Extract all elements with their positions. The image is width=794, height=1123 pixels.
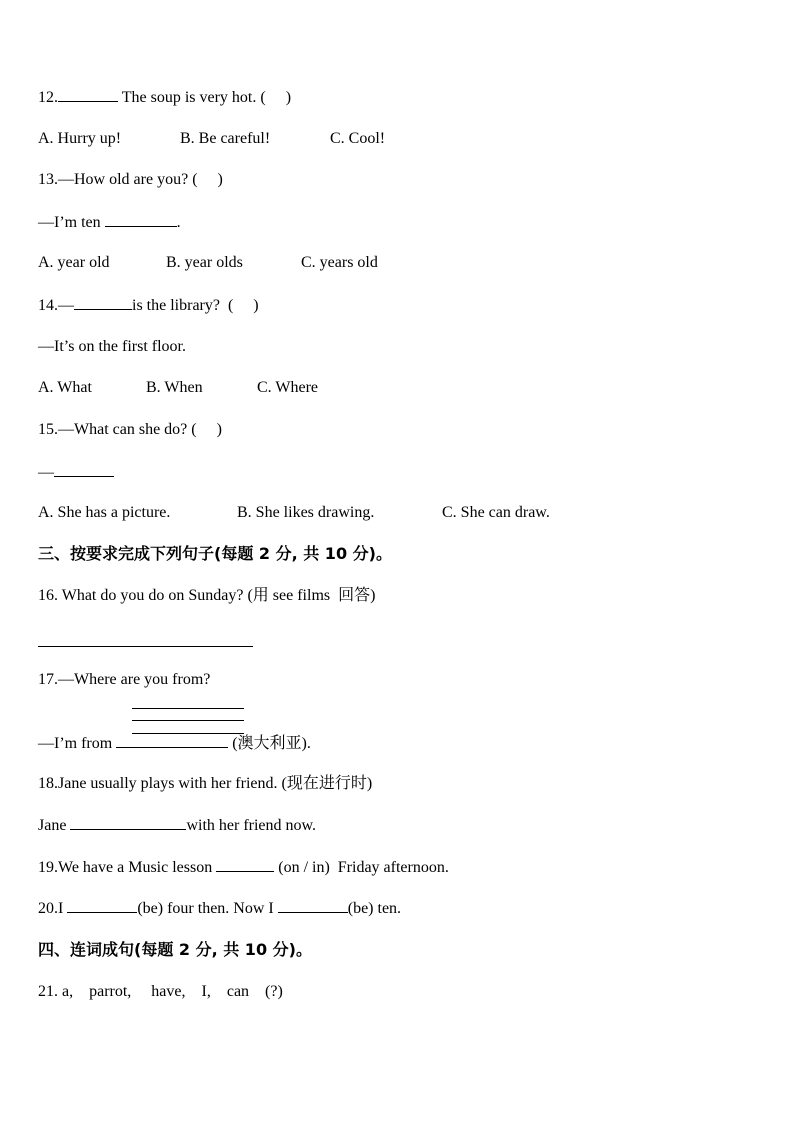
option-c: C. years old: [301, 254, 378, 271]
answer-blank[interactable]: [116, 733, 228, 748]
option-a: A. She has a picture.: [38, 504, 171, 521]
question-21: 21. a, parrot, have, I, can (?): [38, 983, 283, 1000]
question-number: 12.: [38, 89, 58, 106]
answer-line[interactable]: [38, 646, 253, 647]
option-b: B. Be careful!: [180, 130, 271, 147]
question-text: The soup is very hot. ( ): [118, 89, 292, 106]
question-19: 19.We have a Music lesson (on / in) Friday afternoon.: [38, 859, 449, 876]
question-14-reply: —It’s on the first floor.: [38, 338, 186, 355]
answer-blank[interactable]: [278, 898, 348, 913]
question-15-answer: —: [38, 462, 114, 483]
question-17: 17.—Where are you from?: [38, 671, 211, 688]
question-18-answer: Jane with her friend now.: [38, 817, 317, 834]
answer-line[interactable]: [132, 720, 244, 721]
option-b: B. When: [146, 379, 203, 396]
question-13: 13.—How old are you? ( ): [38, 171, 223, 188]
section-heading: 四、连词成句(每题 2 分, 共 10 分)。: [38, 940, 312, 959]
answer-blank[interactable]: [74, 295, 132, 310]
option-a: A. What: [38, 379, 92, 396]
question-15: 15.—What can she do? ( ): [38, 421, 222, 438]
option-c: C. Cool!: [330, 130, 386, 147]
option-b: B. She likes drawing.: [237, 504, 375, 521]
answer-blank[interactable]: [54, 462, 114, 477]
answer-blank[interactable]: [58, 87, 118, 102]
answer-line[interactable]: [132, 708, 244, 709]
option-b: B. year olds: [166, 254, 243, 271]
option-a: A. Hurry up!: [38, 130, 122, 147]
answer-blank[interactable]: [216, 857, 274, 872]
question-16: 16. What do you do on Sunday? (用 see films 回答): [38, 587, 376, 604]
option-c: C. She can draw.: [442, 504, 550, 521]
question-18: 18.Jane usually plays with her friend. (现在进行时): [38, 775, 373, 792]
question-13-answer: —I’m ten .: [38, 214, 181, 231]
answer-blank[interactable]: [70, 815, 186, 830]
question-14: 14.— is the library? ( ): [38, 297, 259, 314]
question-17-answer: —I’m from (澳大利亚).: [38, 735, 311, 752]
section-heading: 三、按要求完成下列句子(每题 2 分, 共 10 分)。: [38, 544, 392, 563]
option-a: A. year old: [38, 254, 110, 271]
answer-blank[interactable]: [105, 212, 177, 227]
question-20: 20.I (be) four then. Now I (be) ten.: [38, 900, 402, 917]
answer-blank[interactable]: [67, 898, 137, 913]
option-c: C. Where: [257, 379, 319, 396]
question-12: [38, 87, 291, 108]
